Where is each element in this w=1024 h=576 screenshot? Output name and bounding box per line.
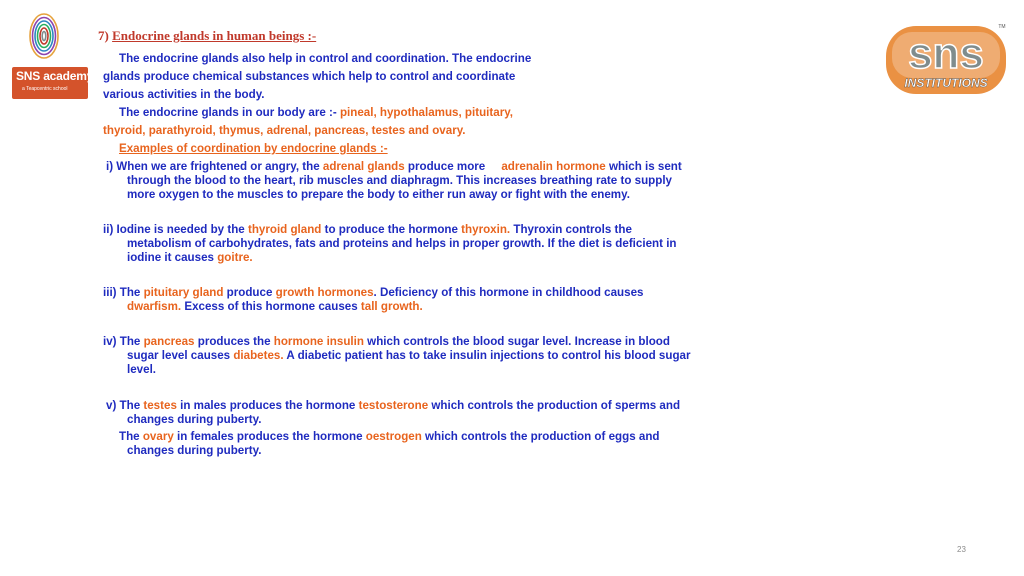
ex4-text-l2a: sugar level causes [127, 349, 234, 362]
ex3-growth-hormones: growth hormones [275, 286, 374, 299]
ex3-text-c: produce [223, 286, 276, 299]
example-3-line-2 [127, 300, 423, 314]
ex2-thyroxin: thyroxin. [461, 223, 511, 236]
example-5-line-3 [119, 430, 659, 444]
intro-line-4-text: The endocrine glands in our body are :- [119, 106, 340, 119]
sns-academy-badge [12, 67, 94, 99]
trademark-text: TM [998, 24, 1006, 30]
page-number: 23 [957, 545, 966, 554]
ex3-text-a: iii) The [103, 286, 144, 299]
sns-brand-text: sns [908, 29, 984, 78]
example-5-line-4: changes during puberty. [127, 444, 262, 457]
example-4-line-2 [127, 349, 691, 363]
ex1-text-a: i) When we are frightened or angry, the [106, 160, 323, 173]
ex5-text-l3c: in females produces the hormone [173, 430, 366, 443]
ex3-tall-growth: tall growth. [360, 300, 423, 313]
ex3-pituitary-gland: pituitary gland [143, 286, 224, 299]
ex5-text-l3e: which controls the production of eggs and [421, 430, 660, 443]
ex2-text-l3a: iodine it causes [127, 251, 218, 264]
slide-title [98, 28, 316, 44]
ex4-diabetes: diabetes. [233, 349, 284, 362]
intro-line-2: glands produce chemical substances which help to control and coordinate [103, 70, 516, 83]
example-5-line-1 [106, 399, 680, 413]
ex4-text-l2c: A diabetic patient has to take insulin injections to control his blood sugar [283, 349, 691, 362]
ex2-text-e: Thyroxin controls the [510, 223, 632, 236]
ex4-text-c: produces the [194, 335, 274, 348]
examples-heading: Examples of coordination by endocrine glands :- [119, 142, 388, 155]
ex5-testosterone: testosterone [358, 399, 429, 412]
sns-academy-brand: SNS academy [16, 69, 94, 83]
example-1-line-3: more oxygen to the muscles to prepare the body to either run away or fight with the enemy. [127, 188, 630, 201]
ex3-dwarfism: dwarfism. [127, 300, 182, 313]
ex5-testes: testes [143, 399, 177, 412]
ex1-adrenalin-hormone: adrenalin hormone [501, 160, 606, 173]
ex5-ovary: ovary [142, 430, 174, 443]
intro-line-3: various activities in the body. [103, 88, 265, 101]
ex5-text-a: v) The [106, 399, 144, 412]
ex4-text-e: which controls the blood sugar level. Increase in blood [363, 335, 670, 348]
ex5-oestrogen: oestrogen [365, 430, 422, 443]
fingerprint-icon [28, 10, 60, 70]
sns-academy-logo [12, 10, 94, 92]
title-text: Endocrine glands in human beings :- [112, 28, 317, 43]
ex3-text-e: . Deficiency of this hormone in childhood causes [373, 286, 644, 299]
ex4-text-a: iv) The [103, 335, 144, 348]
ex5-text-e: which controls the production of sperms and [428, 399, 681, 412]
ex1-text-c: produce more [404, 160, 486, 173]
example-4-line-1 [103, 335, 670, 349]
ex2-thyroid-gland: thyroid gland [247, 223, 322, 236]
ex5-text-c: in males produces the hormone [176, 399, 359, 412]
title-number: 7) [98, 28, 109, 43]
example-1-line-1 [106, 160, 682, 174]
ex1-text-e: which is sent [605, 160, 682, 173]
ex2-goitre: goitre. [217, 251, 253, 264]
ex4-hormone-insulin: hormone insulin [273, 335, 364, 348]
example-3-line-1 [103, 286, 643, 300]
ex2-text-c: to produce the hormone [321, 223, 462, 236]
example-2-line-1 [103, 223, 632, 237]
gland-list-part-2: thyroid, parathyroid, thymus, adrenal, pancreas, testes and ovary. [103, 124, 466, 137]
sns-academy-tagline: a Teapcentric school [22, 86, 68, 92]
ex4-pancreas: pancreas [143, 335, 195, 348]
intro-line-4 [119, 106, 513, 120]
ex2-text-a: ii) Iodine is needed by the [103, 223, 248, 236]
ex3-text-l2b: Excess of this hormone causes [181, 300, 361, 313]
intro-line-1: The endocrine glands also help in control and coordination. The endocrine [119, 52, 532, 65]
ex5-text-l3a: The [119, 430, 143, 443]
example-5-line-2: changes during puberty. [127, 413, 262, 426]
institutions-text: INSTITUTIONS [904, 76, 988, 90]
gland-list-part-1: pineal, hypothalamus, pituitary, [339, 106, 514, 119]
example-4-line-3: level. [127, 363, 157, 376]
example-2-line-3 [127, 251, 253, 265]
ex1-adrenal-glands: adrenal glands [322, 160, 405, 173]
sns-institutions-logo [884, 18, 1010, 98]
example-1-line-2: through the blood to the heart, rib muscles and diaphragm. This increases breathing rate to supply [127, 174, 672, 187]
example-2-line-2: metabolism of carbohydrates, fats and proteins and helps in proper growth. If the diet is deficient in [127, 237, 677, 250]
